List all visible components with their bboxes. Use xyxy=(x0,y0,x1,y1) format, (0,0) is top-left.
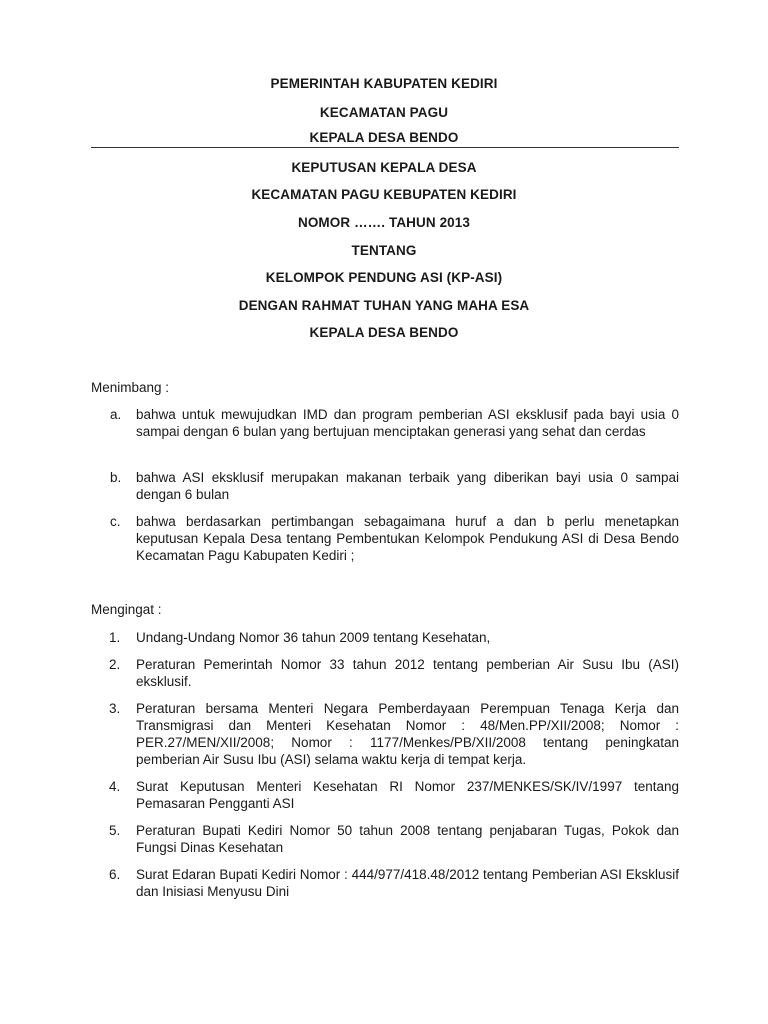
menimbang-item xyxy=(91,406,679,440)
item-marker: 5. xyxy=(109,823,121,838)
item-text: bahwa untuk mewujudkan IMD dan program pemberian ASI eksklusif pada bayi usia 0 sampai dengan 6 bulan yang bertujuan menciptakan generasi yang sehat dan cerdas xyxy=(136,407,679,439)
item-text: Undang-Undang Nomor 36 tahun 2009 tentang Kesehatan, xyxy=(136,630,491,645)
item-marker: 4. xyxy=(109,779,121,794)
mengingat-label: Mengingat : xyxy=(91,602,162,617)
item-text: Peraturan bersama Menteri Negara Pemberdayaan Perempuan Tenaga Kerja dan Transmigrasi dan Menteri Kesehatan Nomor : 48/Men.PP/XII/2008; Nomor : PER.27/MEN/XII/2008; Nomor : 1177/Menkes/PB/XII/2008 tentang peningkatan pemberian Air Susu Ibu (ASI) selama waktu kerja di tempat kerja. xyxy=(136,701,679,767)
decree-invocation: DENGAN RAHMAT TUHAN YANG MAHA ESA xyxy=(238,298,530,313)
item-text: Peraturan Pemerintah Nomor 33 tahun 2012 tentang pemberian Air Susu Ibu (ASI) eksklusif. xyxy=(136,657,679,689)
item-marker: b. xyxy=(110,470,122,485)
item-text: Peraturan Bupati Kediri Nomor 50 tahun 2008 tentang penjabaran Tugas, Pokok dan Fungsi Dinas Kesehatan xyxy=(136,823,679,855)
item-marker: 1. xyxy=(109,630,121,645)
header-village-head: KEPALA DESA BENDO xyxy=(309,130,459,145)
decree-issuer: KEPALA DESA BENDO xyxy=(309,325,459,340)
mengingat-item xyxy=(91,656,679,690)
menimbang-item xyxy=(91,513,679,564)
decree-number: NOMOR ……. TAHUN 2013 xyxy=(297,215,471,230)
item-text: Surat Keputusan Menteri Kesehatan RI Nomor 237/MENKES/SK/IV/1997 tentang Pemasaran Pengganti ASI xyxy=(136,779,679,811)
item-text: Surat Edaran Bupati Kediri Nomor : 444/977/418.48/2012 tentang Pemberian ASI Eksklusif dan Inisiasi Menyusu Dini xyxy=(136,867,679,899)
item-marker: c. xyxy=(110,514,121,529)
mengingat-item xyxy=(91,866,679,900)
mengingat-item xyxy=(91,822,679,856)
decree-title: KEPUTUSAN KEPALA DESA xyxy=(291,160,477,175)
mengingat-item xyxy=(91,700,679,768)
item-marker: 3. xyxy=(109,701,121,716)
decree-region: KECAMATAN PAGU KEBUPATEN KEDIRI xyxy=(251,187,517,202)
header-district: KECAMATAN PAGU xyxy=(319,105,449,120)
decree-about: TENTANG xyxy=(351,243,417,258)
menimbang-item xyxy=(91,469,679,503)
mengingat-item xyxy=(91,629,679,646)
header-government: PEMERINTAH KABUPATEN KEDIRI xyxy=(270,76,498,91)
menimbang-label: Menimbang : xyxy=(91,380,170,395)
item-text: bahwa berdasarkan pertimbangan sebagaimana huruf a dan b perlu menetapkan keputusan Kepala Desa tentang Pembentukan Kelompok Pendukung ASI di Desa Bendo Kecamatan Pagu Kabupaten Kediri ; xyxy=(136,514,679,563)
mengingat-item xyxy=(91,778,679,812)
decree-subject: KELOMPOK PENDUNG ASI (KP-ASI) xyxy=(265,270,503,285)
item-marker: 6. xyxy=(109,867,121,882)
item-text: bahwa ASI eksklusif merupakan makanan terbaik yang diberikan bayi usia 0 sampai dengan 6 bulan xyxy=(136,470,679,502)
item-marker: 2. xyxy=(109,657,121,672)
item-marker: a. xyxy=(110,407,122,422)
header-divider xyxy=(91,147,679,148)
